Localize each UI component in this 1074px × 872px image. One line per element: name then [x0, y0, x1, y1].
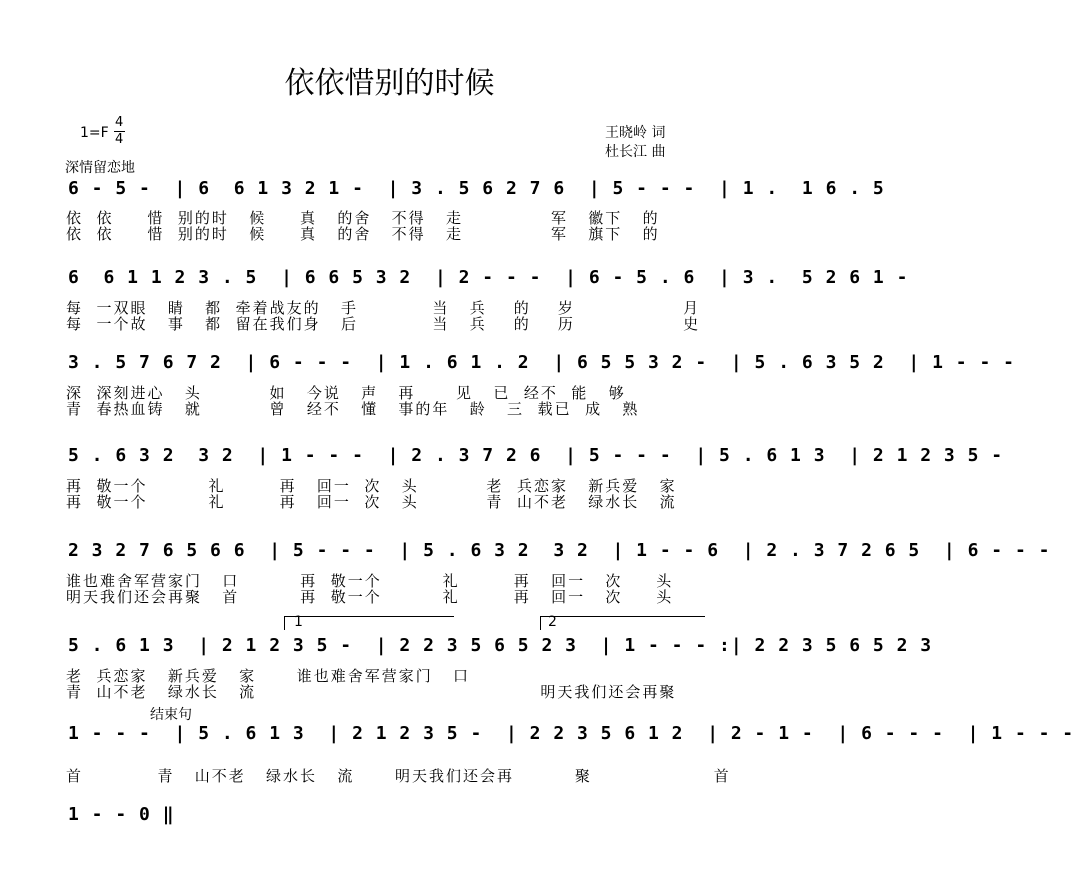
lyrics-line-2-verse-2: 每 一个故 事 都 留在我们身 后 当 兵 的 历 史	[66, 315, 701, 333]
notation-line-1: 6 - 5 - | 6 6 1 3 2 1 - | 3 . 5 6 2 7 6 | 5 - - - | 1 . 1 6 . 5	[68, 178, 885, 199]
volta-1-label: 1	[294, 614, 303, 630]
lyrics-line-5-verse-2: 明天我们还会再聚 首 再 敬一个 礼 再 回一 次 头	[66, 588, 674, 606]
volta-1-bracket-left	[284, 616, 285, 630]
page-title: 依依惜别的时候	[284, 66, 495, 101]
composer-credit: 杜长江 曲	[605, 144, 666, 160]
lyrics-line-6-verse-1: 老 兵恋家 新兵爱 家 谁也难舍军营家门 口	[66, 667, 471, 685]
notation-line-4: 5 . 6 3 2 3 2 | 1 - - - | 2 . 3 7 2 6 | 5 - - - | 5 . 6 1 3 | 2 1 2 3 5 -	[68, 445, 1004, 466]
notation-line-5: 2 3 2 7 6 5 6 6 | 5 - - - | 5 . 6 3 2 3 2 | 1 - - 6 | 2 . 3 7 2 6 5 | 6 - - -	[68, 540, 1051, 561]
volta-2-bracket-top	[540, 616, 705, 617]
key-signature: 1=F	[80, 125, 109, 141]
lyrics-line-7: 首 青 山不老 绿水长 流 明天我们还会再 聚 首	[66, 767, 731, 785]
lyrics-line-1-verse-1: 依 依 惜 别的时 候 真 的舍 不得 走 军 徽下 的	[66, 209, 660, 227]
lyrics-line-2-verse-1: 每 一双眼 睛 都 牵着战友的 手 当 兵 的 岁 月	[66, 299, 701, 317]
time-signature-bottom: 4	[115, 132, 124, 147]
time-signature-top: 4	[115, 115, 124, 130]
expression-mark: 深情留恋地	[65, 160, 135, 176]
volta-2-label: 2	[548, 614, 557, 630]
lyrics-line-5-verse-1: 谁也难舍军营家门 口 再 敬一个 礼 再 回一 次 头	[66, 572, 674, 590]
lyrics-line-3-verse-1: 深 深刻进心 头 如 今说 声 再 见 已 经不 能 够	[66, 384, 626, 402]
notation-line-2: 6 6 1 1 2 3 . 5 | 6 6 5 3 2 | 2 - - - | 6 - 5 . 6 | 3 . 5 2 6 1 -	[68, 267, 909, 288]
lyrics-line-1-verse-2: 依 依 惜 别的时 候 真 的舍 不得 走 军 旗下 的	[66, 225, 660, 243]
ending-label: 结束句	[150, 707, 192, 723]
notation-line-3: 3 . 5 7 6 7 2 | 6 - - - | 1 . 6 1 . 2 | 6 5 5 3 2 - | 5 . 6 3 5 2 | 1 - - -	[68, 352, 1015, 373]
lyrics-line-4-verse-1: 再 敬一个 礼 再 回一 次 头 老 兵恋家 新兵爱 家	[66, 477, 677, 495]
notation-line-8: 1 - - 0 ‖	[68, 804, 175, 825]
lyricist-credit: 王晓岭 词	[605, 125, 666, 141]
lyrics-line-6-verse-2: 青 山不老 绿水长 流 明天我们还会再聚	[66, 683, 677, 701]
notation-line-6: 5 . 6 1 3 | 2 1 2 3 5 - | 2 2 3 5 6 5 2 3 | 1 - - - :| 2 2 3 5 6 5 2 3	[68, 635, 933, 656]
notation-line-7: 1 - - - | 5 . 6 1 3 | 2 1 2 3 5 - | 2 2 3 5 6 1 2 | 2 - 1 - | 6 - - - | 1 - - -	[68, 723, 1074, 744]
volta-2-bracket-left	[540, 616, 541, 630]
lyrics-line-3-verse-2: 青 春热血铸 就 曾 经不 懂 事的年 龄 三 载已 成 熟	[66, 400, 640, 418]
lyrics-line-4-verse-2: 再 敬一个 礼 再 回一 次 头 青 山不老 绿水长 流	[66, 493, 677, 511]
volta-1-bracket-top	[284, 616, 454, 617]
